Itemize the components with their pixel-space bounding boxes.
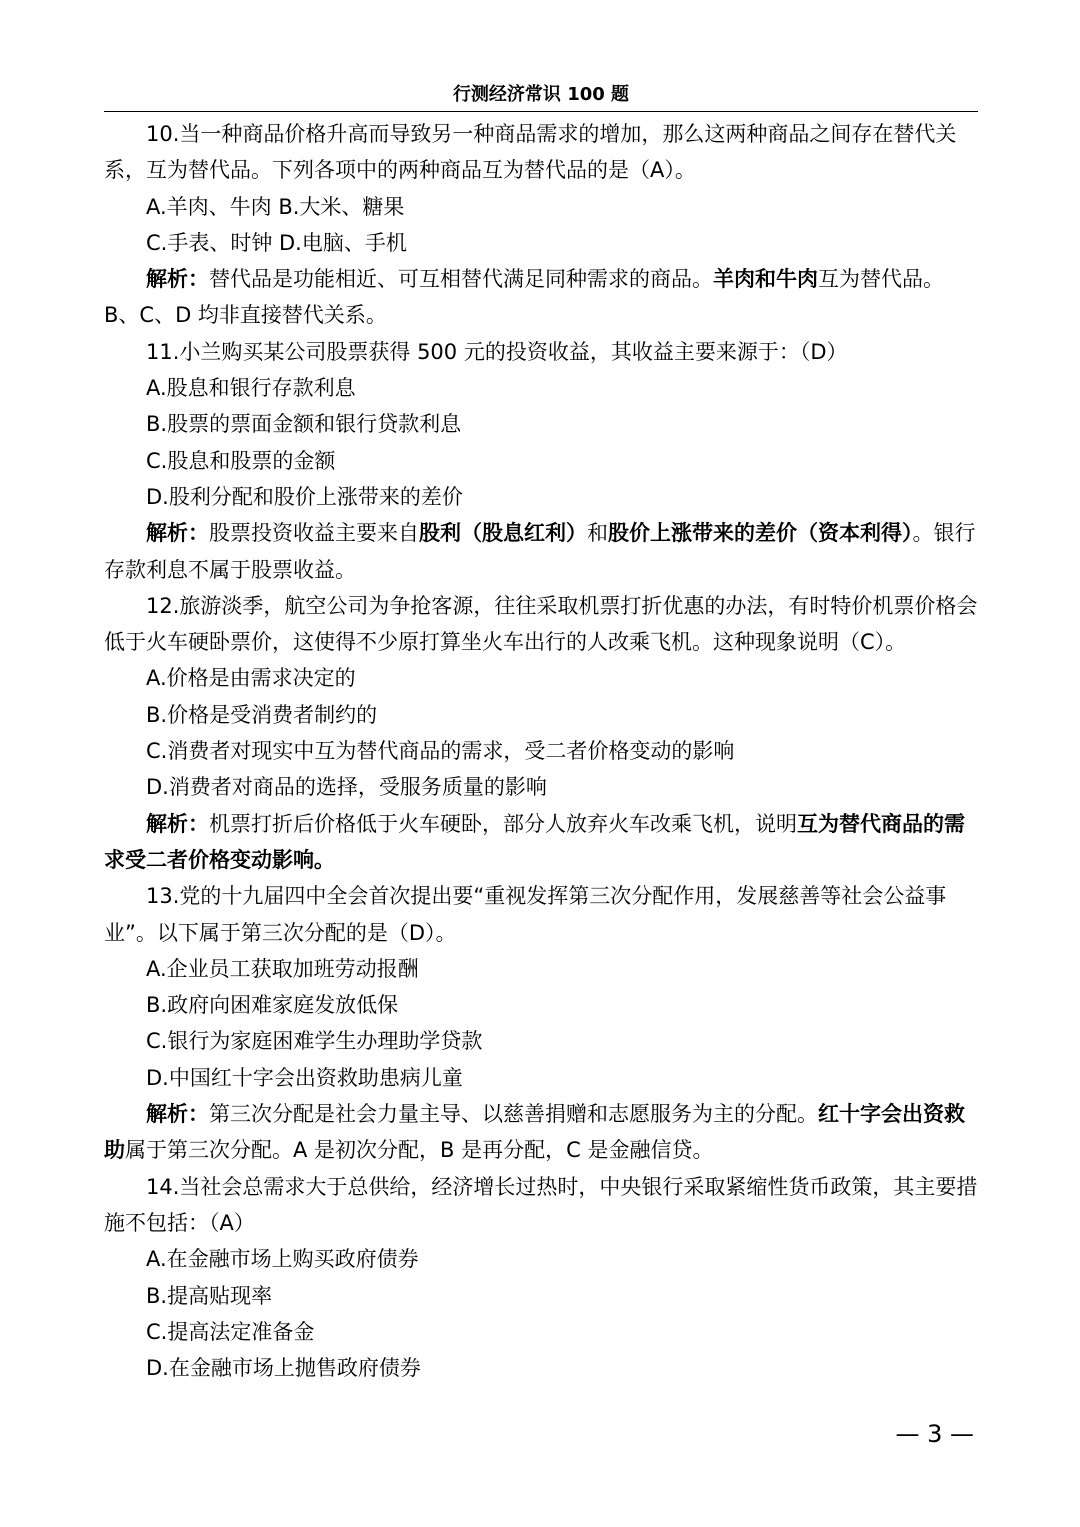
question-stem: 11.小兰购买某公司股票获得 500 元的投资收益，其收益主要来源于：（D） (146, 339, 848, 364)
analysis-paragraph (104, 1096, 978, 1169)
answer-option: A.价格是由需求决定的 (146, 666, 356, 691)
question-stem: 13.党的十九届四中全会首次提出要“重视发挥第三次分配作用，发展慈善等社会公益事业”。以下属于第三次分配的是（D）。 (104, 884, 947, 945)
analysis-emphasis: 互为替代商品的需求受二者价格变动影响。 (104, 811, 965, 872)
analysis-text: 替代品是功能相近、可互相替代满足同种需求的商品。 (209, 267, 713, 292)
analysis-text: 属于第三次分配。A 是初次分配，B 是再分配，C 是金融信贷。 (125, 1138, 714, 1163)
answer-option: D.消费者对商品的选择，受服务质量的影响 (146, 775, 547, 800)
analysis-text: 股票投资收益主要来自 (209, 521, 419, 546)
analysis-text: 。银行存款利息不属于股票收益。 (104, 521, 976, 582)
question-list (104, 116, 978, 1386)
answer-option: C.消费者对现实中互为替代商品的需求，受二者价格变动的影响 (146, 739, 735, 764)
header-rule (104, 111, 978, 112)
analysis-text: 机票打折后价格低于火车硬卧，部分人放弃火车改乘飞机，说明 (209, 811, 797, 836)
analysis-emphasis: 红十字会出资救助 (104, 1102, 965, 1163)
answer-option: B.政府向困难家庭发放低保 (146, 993, 399, 1018)
answer-option: A.羊肉、牛肉 B.大米、糖果 (146, 194, 405, 219)
question-stem: 14.当社会总需求大于总供给，经济增长过热时，中央银行采取紧缩性货币政策，其主要措施不包括：（A） (104, 1174, 978, 1235)
analysis-text: 第三次分配是社会力量主导、以慈善捐赠和志愿服务为主的分配。 (209, 1102, 818, 1127)
answer-option: B.股票的票面金额和银行贷款利息 (146, 412, 462, 437)
answer-option: B.提高贴现率 (146, 1283, 273, 1308)
analysis-label: 解析： (146, 521, 209, 546)
page-header-title: 行测经济常识 100 题 (452, 84, 630, 105)
page-number: — 3 — (895, 1420, 974, 1448)
answer-option: A.股息和银行存款利息 (146, 376, 356, 401)
answer-option: C.股息和股票的金额 (146, 448, 336, 473)
answer-option: C.手表、时钟 D.电脑、手机 (146, 230, 407, 255)
answer-option: C.提高法定准备金 (146, 1319, 315, 1344)
analysis-emphasis: 羊肉和牛肉 (713, 267, 818, 292)
answer-option: D.股利分配和股价上涨带来的差价 (146, 484, 463, 509)
analysis-emphasis: 股价上涨带来的差价（资本利得） (608, 521, 913, 546)
question-stem: 10.当一种商品价格升高而导致另一种商品需求的增加，那么这两种商品之间存在替代关系，互为替代品。下列各项中的两种商品互为替代品的是（A）。 (104, 122, 957, 183)
question-block (104, 588, 978, 878)
analysis-label: 解析： (146, 267, 209, 292)
analysis-paragraph (104, 515, 978, 588)
analysis-emphasis: 股利（股息红利） (419, 521, 587, 546)
analysis-text: 和 (587, 521, 608, 546)
question-block (104, 1169, 978, 1387)
analysis-label: 解析： (146, 1102, 209, 1127)
question-block (104, 116, 978, 334)
answer-option: D.在金融市场上抛售政府债券 (146, 1356, 421, 1381)
answer-option: B.价格是受消费者制约的 (146, 702, 378, 727)
question-block (104, 878, 978, 1168)
answer-option: C.银行为家庭困难学生办理助学贷款 (146, 1029, 483, 1054)
answer-option: A.在金融市场上购买政府债券 (146, 1247, 419, 1272)
answer-option: A.企业员工获取加班劳动报酬 (146, 956, 419, 981)
analysis-paragraph (104, 261, 978, 334)
analysis-paragraph (104, 806, 978, 879)
analysis-text: 互为替代品。B、C、D 均非直接替代关系。 (104, 267, 944, 328)
question-stem: 12.旅游淡季，航空公司为争抢客源，往往采取机票打折优惠的办法，有时特价机票价格会低于火车硬卧票价，这使得不少原打算坐火车出行的人改乘飞机。这种现象说明（C）。 (104, 593, 978, 655)
answer-option: D.中国红十字会出资救助患病儿童 (146, 1065, 463, 1090)
question-block (104, 334, 978, 588)
analysis-label: 解析： (146, 811, 209, 836)
